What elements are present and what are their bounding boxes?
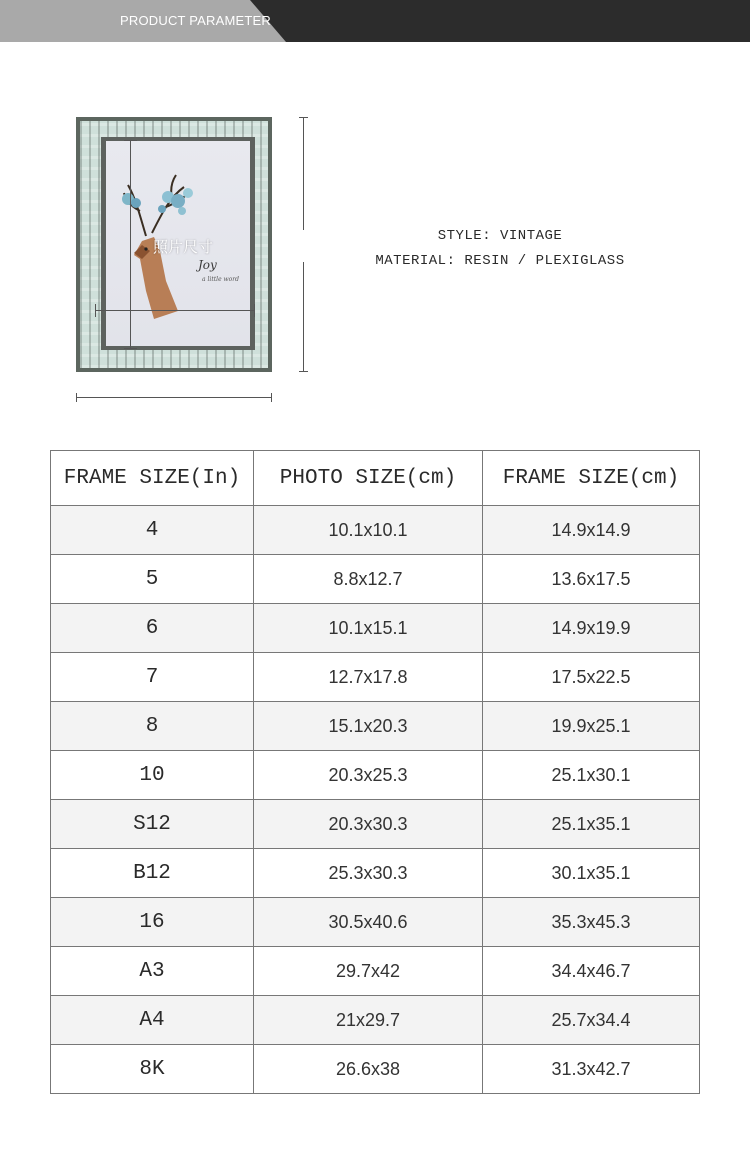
frame-height-guide-bottom — [303, 262, 304, 372]
frame-height-guide-top — [303, 117, 304, 230]
col-header-frame-size-in: FRAME SIZE(In) — [51, 451, 254, 506]
table-row — [51, 1045, 700, 1094]
photo-height-cap-bottom — [124, 348, 137, 349]
frame-size-cm-cell: 14.9x19.9 — [483, 604, 700, 653]
photo-size-cell: 10.1x15.1 — [254, 604, 483, 653]
table-row — [51, 653, 700, 702]
frame-size-in-cell: 8K — [51, 1045, 254, 1094]
table-header-row — [51, 451, 700, 506]
material-spec: MATERIAL: RESIN / PLEXIGLASS — [375, 253, 625, 269]
table-row — [51, 702, 700, 751]
photo-size-cell: 30.5x40.6 — [254, 898, 483, 947]
photo-width-cap-right — [254, 304, 255, 317]
frame-size-cm-cell: 14.9x14.9 — [483, 506, 700, 555]
table-row — [51, 849, 700, 898]
frame-size-cm-cell: 13.6x17.5 — [483, 555, 700, 604]
frame-size-in-cell: 7 — [51, 653, 254, 702]
frame-size-in-cell: B12 — [51, 849, 254, 898]
table-row — [51, 800, 700, 849]
frame-width-guide — [76, 397, 272, 398]
frame-size-in-cell: 16 — [51, 898, 254, 947]
frame-size-cm-cell: 31.3x42.7 — [483, 1045, 700, 1094]
section-title: PRODUCT PARAMETER — [120, 13, 271, 28]
photo-width-cap-left — [95, 304, 96, 317]
photo-size-cell: 25.3x30.3 — [254, 849, 483, 898]
svg-text:Joy: Joy — [198, 258, 217, 272]
photo-size-cell: 21x29.7 — [254, 996, 483, 1045]
frame-size-in-cell: 6 — [51, 604, 254, 653]
photo-width-guide — [95, 310, 255, 311]
frame-size-cm-cell: 17.5x22.5 — [483, 653, 700, 702]
photo-size-cell: 29.7x42 — [254, 947, 483, 996]
photo-size-cell: 20.3x30.3 — [254, 800, 483, 849]
frame-width-cap-right — [271, 393, 272, 402]
col-header-frame-size-cm: FRAME SIZE(cm) — [483, 451, 700, 506]
frame-size-cm-cell: 25.1x30.1 — [483, 751, 700, 800]
table-row — [51, 751, 700, 800]
table-row — [51, 947, 700, 996]
frame-size-cm-cell: 34.4x46.7 — [483, 947, 700, 996]
frame-size-in-cell: 4 — [51, 506, 254, 555]
photo-size-cell: 10.1x10.1 — [254, 506, 483, 555]
table-row — [51, 898, 700, 947]
table-row — [51, 555, 700, 604]
size-table — [50, 450, 700, 1094]
table-row — [51, 604, 700, 653]
svg-text:a little word: a little word — [202, 276, 239, 283]
table-row — [51, 996, 700, 1045]
style-spec: STYLE: VINTAGE — [437, 228, 563, 244]
photo-size-label: 照片尺寸 — [153, 238, 214, 256]
frame-size-in-cell: A3 — [51, 947, 254, 996]
frame-size-in-cell: A4 — [51, 996, 254, 1045]
frame-size-in-cell: S12 — [51, 800, 254, 849]
frame-size-cm-cell: 25.1x35.1 — [483, 800, 700, 849]
frame-size-cm-cell: 30.1x35.1 — [483, 849, 700, 898]
frame-size-in-cell: 10 — [51, 751, 254, 800]
frame-height-cap-bottom — [299, 371, 308, 372]
photo-size-cell: 8.8x12.7 — [254, 555, 483, 604]
frame-size-cm-cell: 35.3x45.3 — [483, 898, 700, 947]
photo-size-cell: 15.1x20.3 — [254, 702, 483, 751]
frame-width-cap-left — [76, 393, 77, 402]
table-row — [51, 506, 700, 555]
frame-height-cap-top — [299, 117, 308, 118]
photo-size-cell: 12.7x17.8 — [254, 653, 483, 702]
photo-size-cell: 20.3x25.3 — [254, 751, 483, 800]
photo-size-cell: 26.6x38 — [254, 1045, 483, 1094]
photo-height-cap-top — [124, 140, 137, 141]
photo-height-guide — [130, 140, 131, 349]
frame-size-in-cell: 8 — [51, 702, 254, 751]
frame-size-cm-cell: 19.9x25.1 — [483, 702, 700, 751]
frame-size-in-cell: 5 — [51, 555, 254, 604]
col-header-photo-size-cm: PHOTO SIZE(cm) — [254, 451, 483, 506]
frame-size-cm-cell: 25.7x34.4 — [483, 996, 700, 1045]
